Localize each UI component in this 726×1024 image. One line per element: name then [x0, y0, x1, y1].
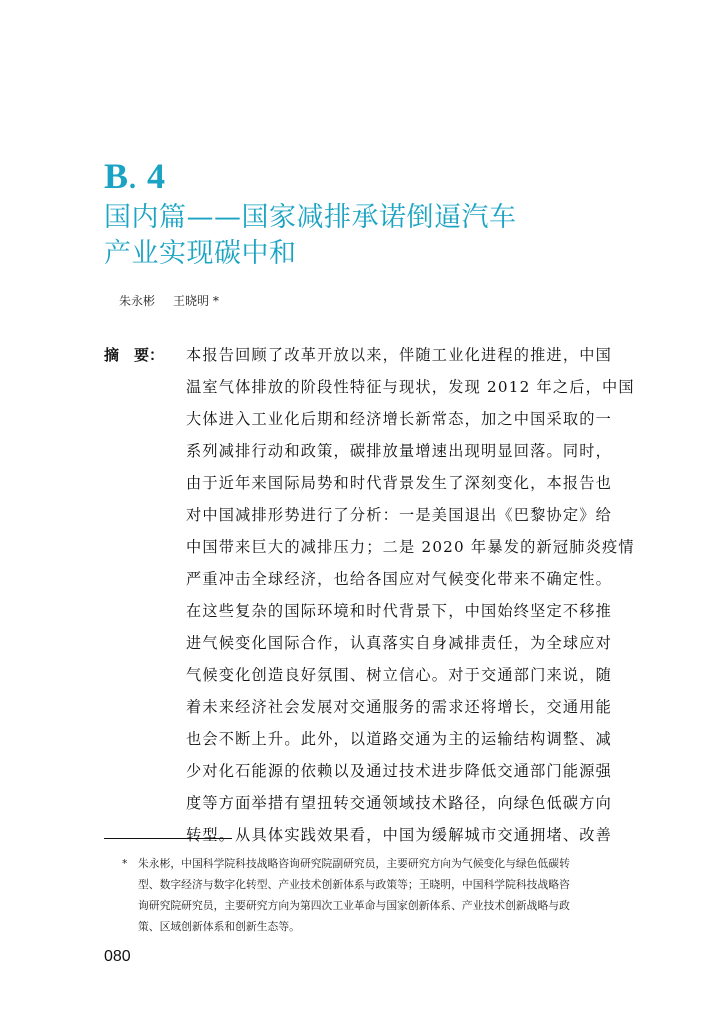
author-name: 朱永彬: [119, 294, 156, 308]
chapter-title-line-2: 产业实现碳中和: [104, 238, 297, 269]
footnote-mark: *: [122, 857, 128, 870]
footnote-line: 询研究院研究员，主要研究方向为第四次工业革命与国家创新体系、产业技术创新战略与政: [138, 899, 570, 912]
section-letter: B: [104, 156, 130, 196]
author-name: 王晓明: [173, 294, 210, 308]
footnote: [104, 853, 634, 937]
author-footnote-mark: *: [212, 294, 219, 308]
page-number: 080: [104, 948, 131, 965]
abstract-line: 进气候变化国际合作，认真落实自身减排责任，为全球应对: [186, 634, 613, 652]
footnote-line: 型、数字经济与数字化转型、产业技术创新体系与政策等；王晓明，中国科学院科技战略咨: [138, 878, 570, 891]
section-dot: .: [129, 164, 138, 195]
section-index: 4: [147, 156, 167, 196]
abstract-line: 气候变化创造良好氛围、树立信心。对于交通部门来说，随: [186, 666, 613, 684]
abstract-label: 摘 要：: [104, 346, 165, 364]
abstract-line: 大体进入工业化后期和经济增长新常态，加之中国采取的一: [186, 410, 613, 428]
footnote-line: 策、区域创新体系和创新生态等。: [138, 920, 300, 933]
abstract-line: 系列减排行动和政策，碳排放量增速出现明显回落。同时，: [186, 442, 613, 460]
chapter-title-line-1: 国内篇——国家减排承诺倒逼汽车: [104, 202, 517, 233]
abstract-line: 严重冲击全球经济，也给各国应对气候变化带来不确定性。: [186, 570, 613, 588]
section-number: [104, 156, 166, 200]
abstract-line: 着未来经济社会发展对交通服务的需求还将增长，交通用能: [186, 698, 613, 716]
abstract-body: [186, 343, 635, 855]
abstract-line: 中国带来巨大的减排压力；二是 2020 年暴发的新冠肺炎疫情: [186, 538, 635, 556]
footnote-line: 朱永彬，中国科学院科技战略咨询研究院副研究员，主要研究方向为气候变化与绿色低碳转: [138, 857, 570, 870]
abstract-line: 也会不断上升。此外，以道路交通为主的运输结构调整、减: [186, 730, 613, 748]
abstract-line: 在这些复杂的国际环境和时代背景下，中国始终坚定不移推: [186, 602, 613, 620]
abstract-line: 转型。从具体实践效果看，中国为缓解城市交通拥堵、改善: [186, 826, 613, 844]
abstract-line: 由于近年来国际局势和时代背景发生了深刻变化，本报告也: [186, 474, 613, 492]
abstract-line: 少对化石能源的依赖以及通过技术进步降低交通部门能源强: [186, 762, 613, 780]
abstract-line: 对中国减排形势进行了分析：一是美国退出《巴黎协定》给: [186, 506, 613, 524]
chapter-title: [104, 200, 664, 272]
author-line: [119, 292, 219, 310]
footnote-divider: [104, 838, 232, 839]
abstract-line: 本报告回顾了改革开放以来，伴随工业化进程的推进，中国: [186, 346, 613, 364]
abstract-line: 度等方面举措有望扭转交通领域技术路径，向绿色低碳方向: [186, 794, 613, 812]
abstract-line: 温室气体排放的阶段性特征与现状，发现 2012 年之后，中国: [186, 378, 635, 396]
